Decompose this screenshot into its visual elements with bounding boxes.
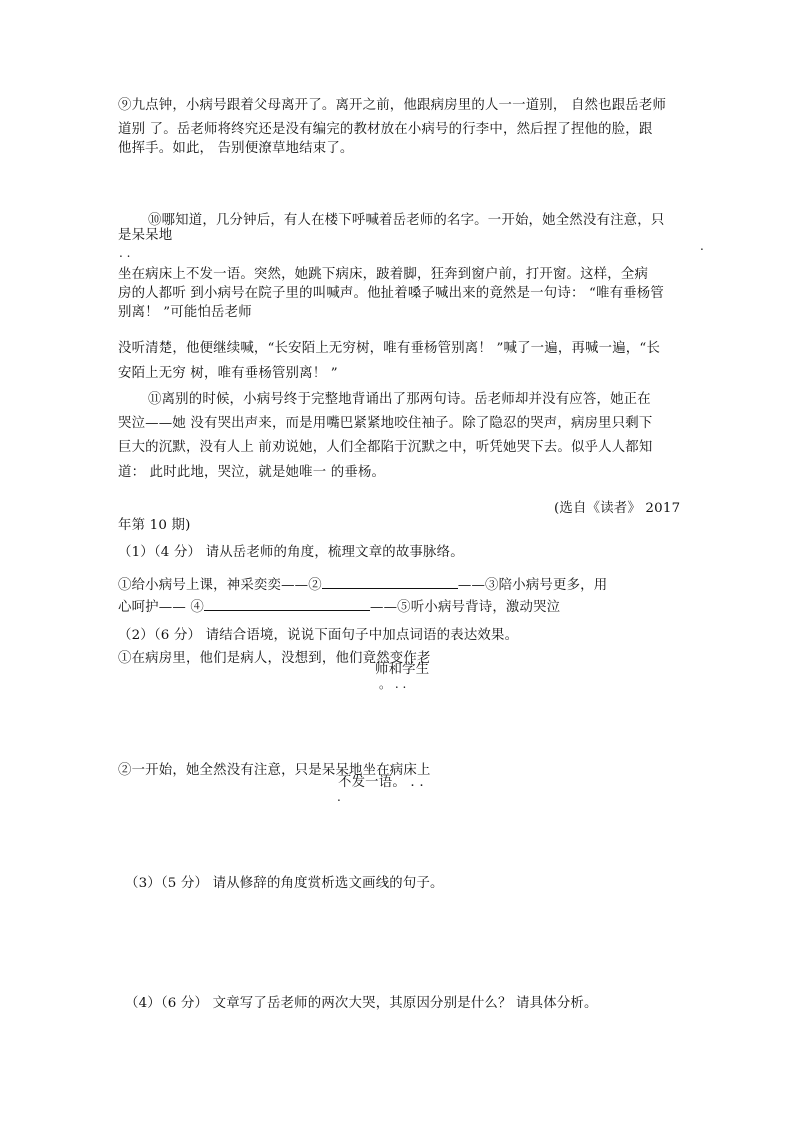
p10-line2: 是呆呆地 [118,228,173,243]
p10-line6: 没听清楚，他便继续喊，“长安陌上无穷树，唯有垂杨管别离！ ”喊了一遍，再喊一遍，“长 [118,341,661,356]
q3-title: （3）（5 分） 请从修辞的角度赏析选文画线的句子。 [125,876,444,891]
q1-title: （1）（4 分） 请从岳老师的角度，梳理文章的故事脉络。 [118,545,464,560]
q1-blank-4[interactable] [204,597,370,611]
p11-line2: 哭泣——她 没有哭出声来，而是用嘴巴紧紧地咬住袖子。除了隐忍的哭声，病房里只剩下 [118,416,653,431]
p9-line3: 他挥手。如此， 告别便潦草地结束了。 [118,141,354,156]
p9-line1: ⑨九点钟，小病号跟着父母离开了。离开之前，他跟病房里的人一一道别， 自然也跟岳老师 [118,98,667,113]
p10-line5: 别离！ ”可能怕岳老师 [118,305,252,320]
p10-line7: 安陌上无穷 树，唯有垂杨管别离！ ” [118,366,338,381]
q4-title: （4）（6 分） 文章写了岳老师的两次大哭，其原因分别是什么？ 请具体分析。 [125,996,598,1011]
q2-sentence1-continued: 师和学生 [375,662,430,677]
p10-line3: 坐在病床上不发一语。突然，她跳下病床，跛着脚，狂奔到窗户前，打开窗。这样，全病 [118,267,649,282]
p10-stray-dot: . [700,239,704,253]
q2-sentence1-dots: 。 . . [379,677,407,691]
p10-line1: ⑩哪知道，几分钟后，有人在楼下呼喊着岳老师的名字。一开始，她全然没有注意，只 [148,213,665,228]
p11-line1: ⑪离别的时候，小病号终于完整地背诵出了那两句诗。岳老师却并没有应答，她正在 [148,392,651,407]
q2-sentence2: ②一开始，她全然没有注意，只是呆呆地坐在病床上 [118,763,431,778]
q2-sentence2-dot: . [337,790,341,804]
q1-blank-2[interactable] [322,575,458,589]
p11-line3: 巨大的沉默，没有人上 前劝说她，人们全都陷于沉默之中，听凭她哭下去。似乎人人都知 [118,440,653,455]
q2-sentence1: ①在病房里，他们是病人，没想到，他们竟然变作老 [118,651,431,666]
p10-emphasis-dots: . . [119,246,131,260]
p11-line4: 道： 此时此地，哭泣，就是她唯一 的垂杨。 [118,465,386,480]
q1-row1-text-b: ——③陪小病号更多，用 [457,578,608,593]
q1-answer-row1 [118,575,607,595]
source-line-b: 年第 10 期) [118,518,191,533]
q2-title: （2）（6 分） 请结合语境，说说下面句子中加点词语的表达效果。 [118,628,519,643]
q2-sentence2-continued: 不发一语。 . . [338,775,424,790]
source-line-a: (选自《读者》 2017 [554,501,681,516]
q1-row1-text-a: ①给小病号上课，神采奕奕——② [118,578,322,593]
q1-row2-text-b: ——⑤听小病号背诗，激动哭泣 [370,600,561,615]
q1-row2-text-a: 心呵护—— ④ [118,600,204,615]
p10-line4: 房的人都听 到小病号在院子里的叫喊声。他扯着嗓子喊出来的竟然是一句诗： “唯有垂杨管 [118,286,664,301]
p9-line2: 道别 了。岳老师将终究还是没有编完的教材放在小病号的行李中，然后捏了捏他的脸，跟 [118,122,653,137]
q1-answer-row2 [118,597,560,617]
